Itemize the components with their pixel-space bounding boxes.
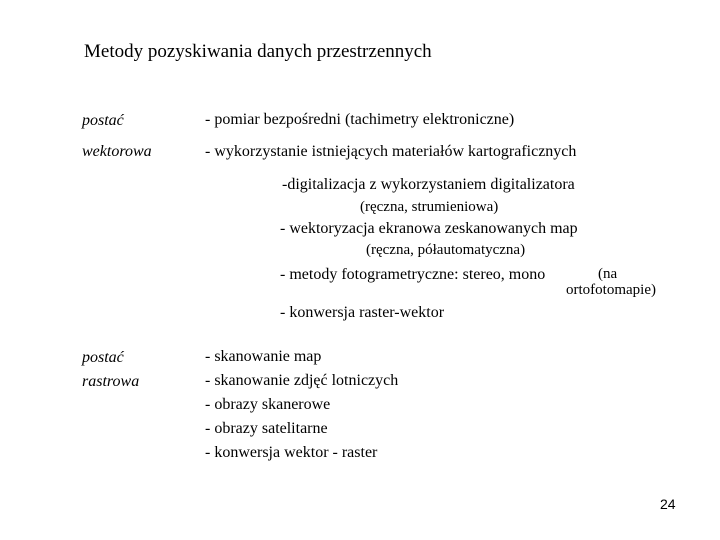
vector-label-line1: postać [82, 112, 124, 129]
raster-item-scanner-images: - obrazy skanerowe [205, 396, 331, 413]
sub-item-raster-vector-conversion: - konwersja raster-wektor [280, 304, 445, 321]
sub-item-vectorization-note: (ręczna, półautomatyczna) [366, 242, 526, 258]
raster-item-satellite-images: - obrazy satelitarne [205, 420, 328, 437]
sub-item-photogrammetry: - metody fotogrametryczne: stereo, mono [280, 266, 546, 283]
vector-label-line2: wektorowa [82, 143, 152, 160]
vector-item-existing-materials: - wykorzystanie istniejących materiałów kartograficznych [205, 143, 577, 160]
raster-item-vector-raster-conversion: - konwersja wektor - raster [205, 444, 378, 461]
sub-item-digitization-note: (ręczna, strumieniowa) [360, 199, 499, 215]
vector-item-direct-measurement: - pomiar bezpośredni (tachimetry elektroniczne) [205, 111, 515, 128]
raster-label-line2: rastrowa [82, 373, 140, 390]
sub-item-digitization: -digitalizacja z wykorzystaniem digitalizatora [282, 176, 575, 193]
sub-item-photogrammetry-note-b: ortofotomapie) [566, 282, 656, 298]
sub-item-photogrammetry-note-a: (na [598, 266, 618, 282]
raster-item-aerial-scanning: - skanowanie zdjęć lotniczych [205, 372, 399, 389]
raster-label-line1: postać [82, 349, 124, 366]
sub-item-vectorization: - wektoryzacja ekranowa zeskanowanych map [280, 220, 578, 237]
page-title: Metody pozyskiwania danych przestrzennych [84, 41, 432, 62]
page-number: 24 [660, 496, 676, 512]
raster-item-map-scanning: - skanowanie map [205, 348, 322, 365]
